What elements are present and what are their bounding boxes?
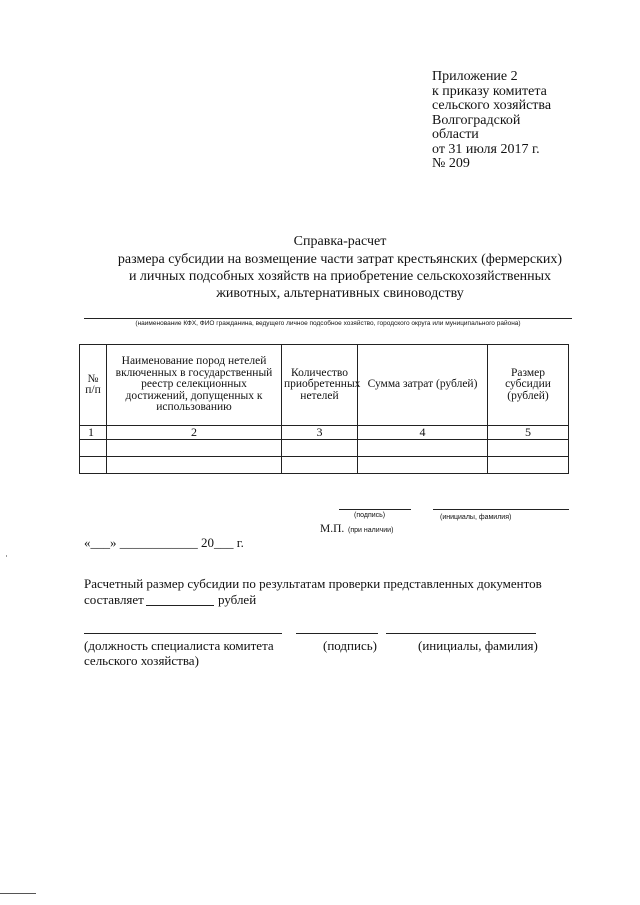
col-header-breed: Наименование пород нетелей включенных в государственный реестр селекционных достижений, допущенных к использованию	[107, 345, 282, 426]
appendix-line: сельского хозяйства	[432, 98, 552, 113]
result-prefix: составляет	[84, 592, 144, 607]
col-number: 5	[488, 426, 569, 440]
result-amount-field[interactable]	[146, 605, 214, 606]
specialist-name-caption: (инициалы, фамилия)	[418, 638, 538, 653]
col-number: 1	[80, 426, 107, 440]
col-header-cost: Сумма затрат (рублей)	[358, 345, 488, 426]
appendix-line: области	[432, 127, 479, 142]
col-header-number: № п/п	[80, 345, 107, 426]
subtitle-line: размера субсидии на возмещение части затрат крестьянских (фермерских)	[117, 252, 563, 267]
appendix-line: к приказу комитета	[432, 83, 547, 99]
scan-mark	[6, 555, 7, 557]
col-header-quantity: Количество приобретенных нетелей	[282, 345, 358, 426]
name-line	[433, 509, 569, 510]
appendix-line: Волгоградской	[432, 112, 521, 128]
specialist-position-caption: (должность специалиста комитета сельского хозяйства)	[84, 638, 274, 668]
table-cell[interactable]	[80, 457, 107, 474]
document-title: Справка-расчет	[293, 234, 387, 249]
table-cell[interactable]	[358, 440, 488, 457]
org-name-caption: (наименование КФХ, ФИО гражданина, ведущего личное подсобное хозяйство, городского округа или муниципального района)	[135, 320, 521, 327]
subtitle-line: и личных подсобных хозяйств на приобретение сельскохозяйственных	[128, 269, 552, 284]
specialist-signature-caption: (подпись)	[323, 638, 377, 653]
appendix-block	[432, 70, 622, 172]
result-suffix: рублей	[218, 592, 257, 607]
table-cell[interactable]	[282, 440, 358, 457]
col-number: 2	[107, 426, 282, 440]
table-header-row	[80, 345, 569, 426]
stamp-label: М.П.	[320, 523, 345, 535]
specialist-signature-line	[296, 633, 378, 634]
stamp-note: (при наличии)	[348, 527, 394, 534]
appendix-line: Приложение 2	[432, 69, 518, 84]
calculation-table	[79, 344, 569, 474]
col-number: 3	[282, 426, 358, 440]
table-cell[interactable]	[488, 457, 569, 474]
table-cell[interactable]	[107, 457, 282, 474]
name-caption: (инициалы, фамилия)	[440, 514, 512, 521]
specialist-name-line	[386, 633, 536, 634]
result-line-1: Расчетный размер субсидии по результатам проверки представленных документов	[84, 576, 542, 591]
appendix-line: № 209	[432, 156, 470, 171]
signature-caption: (подпись)	[354, 512, 386, 519]
signature-line	[339, 509, 411, 510]
specialist-position-line	[84, 633, 282, 634]
table-row	[80, 440, 569, 457]
table-number-row	[80, 426, 569, 440]
document-subtitle	[60, 251, 620, 302]
col-number: 4	[358, 426, 488, 440]
appendix-line: от 31 июля 2017 г.	[432, 141, 540, 157]
table-cell[interactable]	[282, 457, 358, 474]
page-edge-line	[0, 893, 36, 894]
col-header-subsidy: Размер субсидии (рублей)	[488, 345, 569, 426]
table-cell[interactable]	[358, 457, 488, 474]
org-name-line	[84, 318, 572, 319]
table-cell[interactable]	[107, 440, 282, 457]
subtitle-line: животных, альтернативных свиноводству	[216, 286, 464, 301]
table-row	[80, 457, 569, 474]
date-line: «___» ____________ 20___ г.	[84, 535, 244, 550]
table-cell[interactable]	[488, 440, 569, 457]
table-cell[interactable]	[80, 440, 107, 457]
